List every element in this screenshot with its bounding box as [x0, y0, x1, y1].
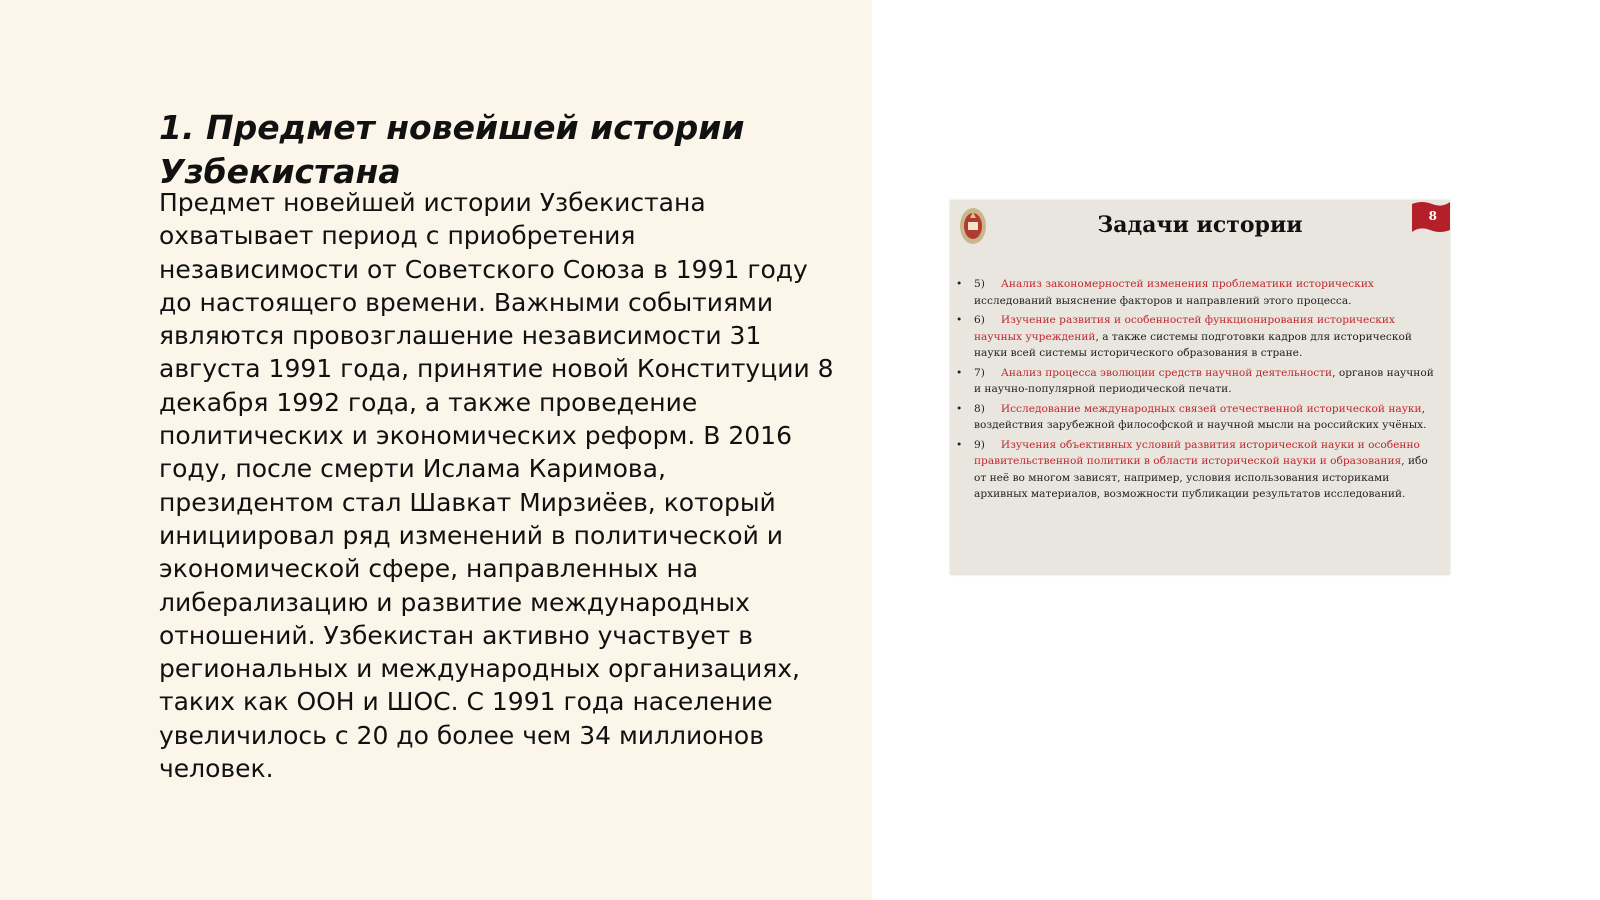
task-text: , воздействия зарубежной философской и научной мысли на российских учёных. — [974, 402, 1427, 431]
task-text: , органов научной и научно-популярной периодической печати. — [974, 366, 1434, 395]
body-text: Предмет новейшей истории Узбекистана охватывает период с приобретения независимости от Советского Союза в 1991 году до настоящего времени. Важными событиями являются провозглашение независимости 31 августа 1991 года, принятие новой Конституции 8 декабря 1992 года, а также проведение политических и экономических реформ. В 2016 году, после смерти Ислама Каримова, президентом стал Шавкат Мирзиёев, который инициировал ряд изменений в политической и экономической сфере, направленных на либерализацию и развитие международных отношений. Узбекистан активно участвует в региональных и международных организациях, таких как ООН и ШОС. С 1991 года население увеличилось с 20 до более чем 34 миллионов человек. — [159, 188, 834, 784]
bullet-icon: • — [956, 366, 963, 379]
task-number: 5) — [974, 278, 985, 290]
task-highlight: Анализ процесса эволюции средств научной деятельности — [1000, 366, 1333, 379]
task-highlight: Анализ закономерностей изменения проблематики исторических — [1000, 278, 1374, 290]
bullet-icon: • — [956, 278, 963, 290]
slide-image — [950, 200, 1450, 575]
bullet-icon: • — [956, 402, 963, 415]
task-list — [956, 276, 1441, 506]
bullet-icon: • — [956, 314, 963, 326]
bullet-icon: • — [956, 438, 963, 451]
task-highlight: Изучение развития и особенностей функционирования исторических научных учреждений — [974, 314, 1395, 343]
task-highlight: Исследование международных связей отечественной исторической науки — [1000, 402, 1422, 415]
slide-page-number: 8 — [1428, 209, 1437, 223]
task-number: 6) — [974, 314, 985, 326]
task-number: 7) — [974, 366, 985, 379]
slide-title: Задачи истории — [1097, 212, 1303, 238]
list-item — [956, 312, 1441, 362]
task-text: , ибо от неё во многом зависят, например, условия использования историками архивных материалов, возможности публикации результатов исследований. — [974, 455, 1428, 500]
task-number: 8) — [974, 402, 985, 415]
list-item — [956, 401, 1441, 434]
task-highlight: Изучения объективных условий развития исторической науки и особенно правительственной политики в области исторической науки и образования — [974, 438, 1420, 467]
list-item — [956, 276, 1441, 309]
page-title: 1. Предмет новейшей истории Узбекистана — [159, 108, 745, 191]
task-text: , а также системы подготовки кадров для исторической науки всей системы исторического образования в стране. — [974, 330, 1412, 359]
list-item — [956, 365, 1441, 398]
task-number: 9) — [974, 438, 985, 451]
list-item — [956, 437, 1441, 503]
task-text: исследований выяснение факторов и направлений этого процесса. — [974, 294, 1352, 307]
